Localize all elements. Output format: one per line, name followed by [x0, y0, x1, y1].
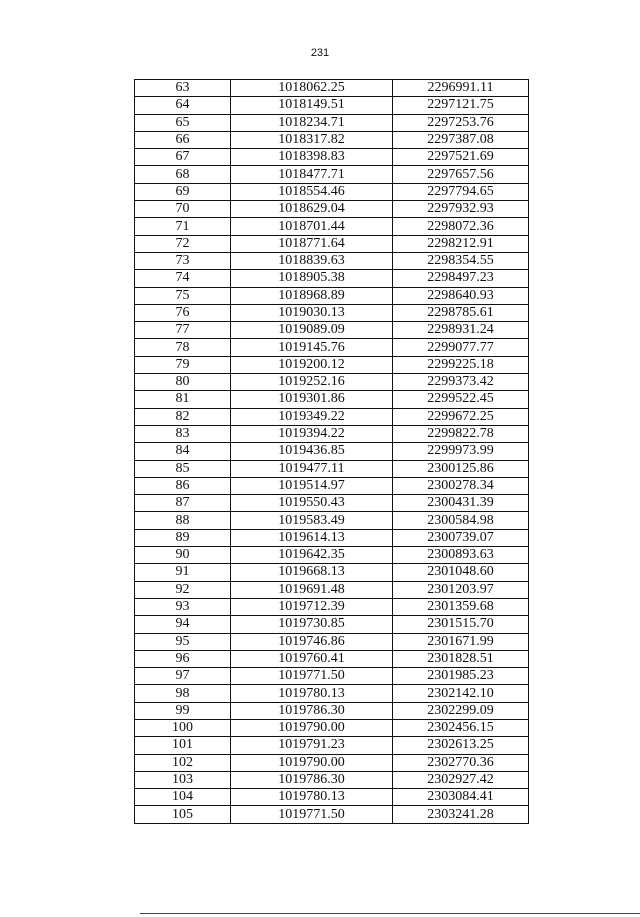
y-coordinate-cell: 2301048.60 [393, 564, 529, 581]
page-number: 231 [310, 47, 330, 59]
table-row [135, 287, 529, 304]
y-coordinate-cell: 2299672.25 [393, 408, 529, 425]
y-coordinate-cell: 2300893.63 [393, 547, 529, 564]
y-coordinate-cell: 2297253.76 [393, 114, 529, 131]
y-coordinate-cell: 2298072.36 [393, 218, 529, 235]
y-coordinate-cell: 2297657.56 [393, 166, 529, 183]
point-number-cell: 82 [135, 408, 231, 425]
y-coordinate-cell: 2299225.18 [393, 356, 529, 373]
table-row [135, 789, 529, 806]
coordinates-table [134, 79, 529, 824]
table-row [135, 356, 529, 373]
table-row [135, 512, 529, 529]
y-coordinate-cell: 2302142.10 [393, 685, 529, 702]
y-coordinate-cell: 2301359.68 [393, 598, 529, 615]
point-number-cell: 86 [135, 477, 231, 494]
y-coordinate-cell: 2298497.23 [393, 270, 529, 287]
x-coordinate-cell: 1019200.12 [231, 356, 393, 373]
point-number-cell: 96 [135, 650, 231, 667]
y-coordinate-cell: 2298931.24 [393, 322, 529, 339]
point-number-cell: 99 [135, 702, 231, 719]
table-row [135, 806, 529, 823]
point-number-cell: 81 [135, 391, 231, 408]
x-coordinate-cell: 1019252.16 [231, 374, 393, 391]
point-number-cell: 97 [135, 668, 231, 685]
x-coordinate-cell: 1019583.49 [231, 512, 393, 529]
point-number-cell: 66 [135, 131, 231, 148]
y-coordinate-cell: 2298212.91 [393, 235, 529, 252]
point-number-cell: 88 [135, 512, 231, 529]
y-coordinate-cell: 2297521.69 [393, 149, 529, 166]
x-coordinate-cell: 1019642.35 [231, 547, 393, 564]
x-coordinate-cell: 1019030.13 [231, 304, 393, 321]
table-row [135, 719, 529, 736]
table-row [135, 149, 529, 166]
table-row [135, 166, 529, 183]
point-number-cell: 95 [135, 633, 231, 650]
point-number-cell: 80 [135, 374, 231, 391]
x-coordinate-cell: 1019786.30 [231, 771, 393, 788]
point-number-cell: 89 [135, 529, 231, 546]
y-coordinate-cell: 2300584.98 [393, 512, 529, 529]
table-row [135, 460, 529, 477]
x-coordinate-cell: 1018968.89 [231, 287, 393, 304]
table-row [135, 114, 529, 131]
x-coordinate-cell: 1019394.22 [231, 425, 393, 442]
table-row [135, 616, 529, 633]
point-number-cell: 78 [135, 339, 231, 356]
table-row [135, 771, 529, 788]
y-coordinate-cell: 2300739.07 [393, 529, 529, 546]
x-coordinate-cell: 1019760.41 [231, 650, 393, 667]
table-row [135, 322, 529, 339]
y-coordinate-cell: 2297121.75 [393, 97, 529, 114]
point-number-cell: 94 [135, 616, 231, 633]
x-coordinate-cell: 1019614.13 [231, 529, 393, 546]
point-number-cell: 73 [135, 252, 231, 269]
x-coordinate-cell: 1019790.00 [231, 719, 393, 736]
point-number-cell: 71 [135, 218, 231, 235]
x-coordinate-cell: 1019780.13 [231, 789, 393, 806]
bottom-rule [140, 913, 640, 914]
x-coordinate-cell: 1018905.38 [231, 270, 393, 287]
table-row [135, 529, 529, 546]
y-coordinate-cell: 2302299.09 [393, 702, 529, 719]
table-row [135, 201, 529, 218]
x-coordinate-cell: 1019780.13 [231, 685, 393, 702]
x-coordinate-cell: 1018398.83 [231, 149, 393, 166]
y-coordinate-cell: 2301828.51 [393, 650, 529, 667]
x-coordinate-cell: 1019691.48 [231, 581, 393, 598]
x-coordinate-cell: 1018477.71 [231, 166, 393, 183]
y-coordinate-cell: 2300125.86 [393, 460, 529, 477]
point-number-cell: 64 [135, 97, 231, 114]
x-coordinate-cell: 1019786.30 [231, 702, 393, 719]
table-row [135, 737, 529, 754]
y-coordinate-cell: 2301985.23 [393, 668, 529, 685]
x-coordinate-cell: 1019730.85 [231, 616, 393, 633]
x-coordinate-cell: 1018149.51 [231, 97, 393, 114]
y-coordinate-cell: 2302456.15 [393, 719, 529, 736]
y-coordinate-cell: 2301515.70 [393, 616, 529, 633]
point-number-cell: 90 [135, 547, 231, 564]
point-number-cell: 103 [135, 771, 231, 788]
x-coordinate-cell: 1018839.63 [231, 252, 393, 269]
point-number-cell: 98 [135, 685, 231, 702]
point-number-cell: 105 [135, 806, 231, 823]
point-number-cell: 77 [135, 322, 231, 339]
table-row [135, 650, 529, 667]
y-coordinate-cell: 2299522.45 [393, 391, 529, 408]
table-row [135, 598, 529, 615]
x-coordinate-cell: 1019746.86 [231, 633, 393, 650]
y-coordinate-cell: 2303241.28 [393, 806, 529, 823]
x-coordinate-cell: 1019477.11 [231, 460, 393, 477]
point-number-cell: 67 [135, 149, 231, 166]
table-row [135, 754, 529, 771]
table-row [135, 702, 529, 719]
table-row [135, 633, 529, 650]
y-coordinate-cell: 2302770.36 [393, 754, 529, 771]
y-coordinate-cell: 2296991.11 [393, 80, 529, 97]
point-number-cell: 69 [135, 183, 231, 200]
table-row [135, 668, 529, 685]
point-number-cell: 70 [135, 201, 231, 218]
point-number-cell: 72 [135, 235, 231, 252]
table-row [135, 495, 529, 512]
point-number-cell: 74 [135, 270, 231, 287]
y-coordinate-cell: 2302927.42 [393, 771, 529, 788]
x-coordinate-cell: 1019790.00 [231, 754, 393, 771]
y-coordinate-cell: 2301203.97 [393, 581, 529, 598]
table-row [135, 270, 529, 287]
table-body [135, 80, 529, 824]
table-row [135, 252, 529, 269]
y-coordinate-cell: 2297794.65 [393, 183, 529, 200]
x-coordinate-cell: 1019145.76 [231, 339, 393, 356]
point-number-cell: 87 [135, 495, 231, 512]
point-number-cell: 76 [135, 304, 231, 321]
coordinates-table-container [134, 79, 528, 824]
y-coordinate-cell: 2303084.41 [393, 789, 529, 806]
x-coordinate-cell: 1019771.50 [231, 668, 393, 685]
point-number-cell: 75 [135, 287, 231, 304]
y-coordinate-cell: 2299822.78 [393, 425, 529, 442]
y-coordinate-cell: 2300278.34 [393, 477, 529, 494]
x-coordinate-cell: 1019436.85 [231, 443, 393, 460]
y-coordinate-cell: 2297387.08 [393, 131, 529, 148]
y-coordinate-cell: 2299077.77 [393, 339, 529, 356]
table-row [135, 131, 529, 148]
point-number-cell: 91 [135, 564, 231, 581]
point-number-cell: 83 [135, 425, 231, 442]
table-row [135, 235, 529, 252]
x-coordinate-cell: 1019349.22 [231, 408, 393, 425]
table-row [135, 477, 529, 494]
point-number-cell: 104 [135, 789, 231, 806]
point-number-cell: 102 [135, 754, 231, 771]
x-coordinate-cell: 1018554.46 [231, 183, 393, 200]
point-number-cell: 93 [135, 598, 231, 615]
table-row [135, 547, 529, 564]
point-number-cell: 79 [135, 356, 231, 373]
x-coordinate-cell: 1018771.64 [231, 235, 393, 252]
x-coordinate-cell: 1018629.04 [231, 201, 393, 218]
x-coordinate-cell: 1019301.86 [231, 391, 393, 408]
table-row [135, 391, 529, 408]
y-coordinate-cell: 2298785.61 [393, 304, 529, 321]
point-number-cell: 63 [135, 80, 231, 97]
point-number-cell: 101 [135, 737, 231, 754]
table-row [135, 408, 529, 425]
x-coordinate-cell: 1018062.25 [231, 80, 393, 97]
y-coordinate-cell: 2297932.93 [393, 201, 529, 218]
point-number-cell: 92 [135, 581, 231, 598]
table-row [135, 218, 529, 235]
table-row [135, 564, 529, 581]
point-number-cell: 100 [135, 719, 231, 736]
x-coordinate-cell: 1019791.23 [231, 737, 393, 754]
x-coordinate-cell: 1019514.97 [231, 477, 393, 494]
x-coordinate-cell: 1019771.50 [231, 806, 393, 823]
x-coordinate-cell: 1019089.09 [231, 322, 393, 339]
x-coordinate-cell: 1019712.39 [231, 598, 393, 615]
table-row [135, 339, 529, 356]
x-coordinate-cell: 1018234.71 [231, 114, 393, 131]
table-row [135, 374, 529, 391]
table-row [135, 97, 529, 114]
y-coordinate-cell: 2298640.93 [393, 287, 529, 304]
y-coordinate-cell: 2298354.55 [393, 252, 529, 269]
y-coordinate-cell: 2299373.42 [393, 374, 529, 391]
y-coordinate-cell: 2300431.39 [393, 495, 529, 512]
table-row [135, 685, 529, 702]
table-row [135, 304, 529, 321]
table-row [135, 183, 529, 200]
x-coordinate-cell: 1019668.13 [231, 564, 393, 581]
point-number-cell: 84 [135, 443, 231, 460]
y-coordinate-cell: 2301671.99 [393, 633, 529, 650]
x-coordinate-cell: 1019550.43 [231, 495, 393, 512]
x-coordinate-cell: 1018701.44 [231, 218, 393, 235]
table-row [135, 443, 529, 460]
x-coordinate-cell: 1018317.82 [231, 131, 393, 148]
table-row [135, 425, 529, 442]
point-number-cell: 85 [135, 460, 231, 477]
point-number-cell: 68 [135, 166, 231, 183]
table-row [135, 581, 529, 598]
table-row [135, 80, 529, 97]
y-coordinate-cell: 2299973.99 [393, 443, 529, 460]
y-coordinate-cell: 2302613.25 [393, 737, 529, 754]
point-number-cell: 65 [135, 114, 231, 131]
